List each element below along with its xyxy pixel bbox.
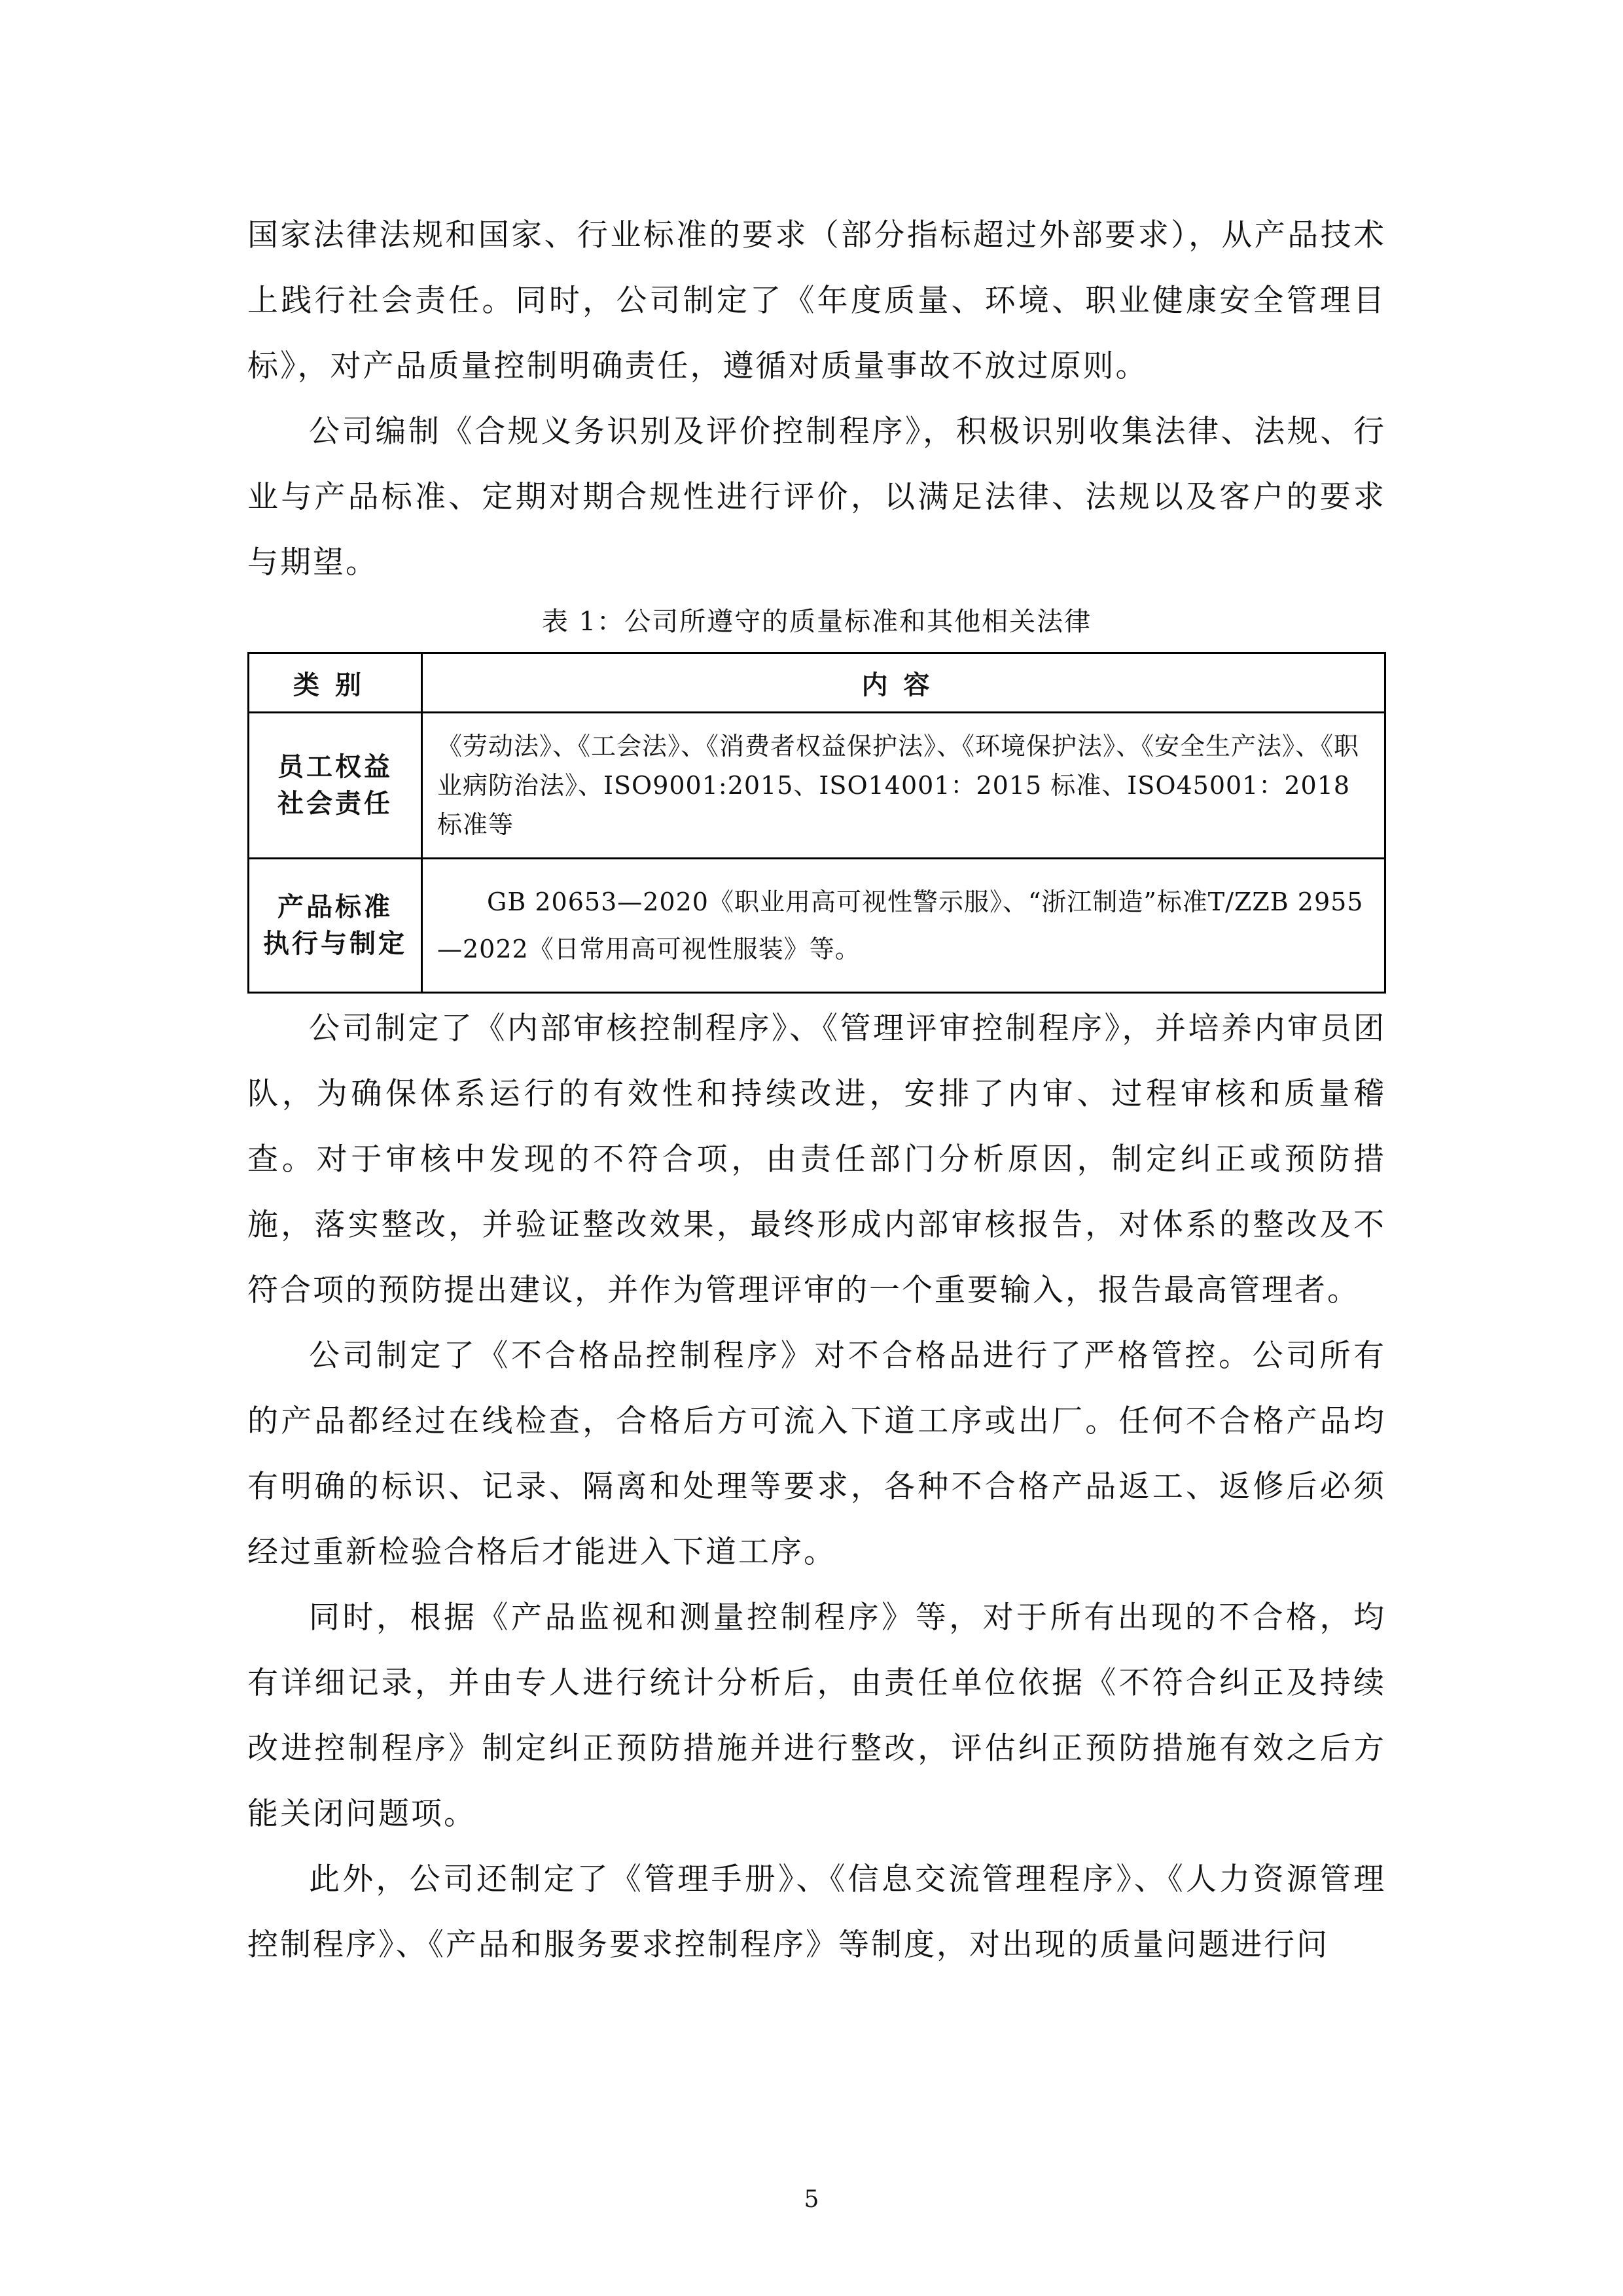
paragraph-nonconforming: 公司制定了《不合格品控制程序》对不合格品进行了严格管控。公司所有的产品都经过在线检查，合格后方可流入下道工序或出厂。任何不合格产品均有明确的标识、记录、隔离和处理等要求，各种不合格产品返工、返修后必须经过重新检验合格后才能进入下道工序。 (247, 1338, 1386, 1570)
header-category: 类别 (249, 653, 422, 713)
row-category (249, 713, 422, 859)
paragraph-continuation: 国家法律法规和国家、行业标准的要求（部分指标超过外部要求），从产品技术上践行社会责任。同时，公司制定了《年度质量、环境、职业健康安全管理目标》，对产品质量控制明确责任，遵循对质量事故不放过原则。 (247, 217, 1386, 384)
table-header-row (249, 653, 1385, 713)
row-category-line2: 社会责任 (277, 789, 393, 819)
page-number: 5 (804, 2186, 819, 2213)
row-content: 《劳动法》、《工会法》、《消费者权益保护法》、《环境保护法》、《安全生产法》、《职业病防治法》、ISO9001:2015、ISO14001：2015 标准、ISO45001：2018 标准等 (422, 713, 1385, 859)
row-category-line1: 产品标准 (277, 892, 393, 922)
header-content: 内容 (422, 653, 1385, 713)
row-content: GB 20653—2020《职业用高可视性警示服》、“浙江制造”标准T/ZZB 2955—2022《日常用高可视性服装》等。 (422, 859, 1385, 993)
paragraph-internal-audit: 公司制定了《内部审核控制程序》、《管理评审控制程序》，并培养内审员团队，为确保体系运行的有效性和持续改进，安排了内审、过程审核和质量稽查。对于审核中发现的不符合项，由责任部门分析原因，制定纠正或预防措施，落实整改，并验证整改效果，最终形成内部审核报告，对体系的整改及不符合项的预防提出建议，并作为管理评审的一个重要输入，报告最高管理者。 (247, 1011, 1386, 1308)
table-caption: 表 1：公司所遵守的质量标准和其他相关法律 (541, 607, 1092, 637)
standards-table (247, 652, 1386, 994)
row-category-line1: 员工权益 (277, 752, 393, 782)
paragraph-monitoring: 同时，根据《产品监视和测量控制程序》等，对于所有出现的不合格，均有详细记录，并由专人进行统计分析后，由责任单位依据《不符合纠正及持续改进控制程序》制定纠正预防措施并进行整改，评估纠正预防措施有效之后方能关闭问题项。 (247, 1600, 1386, 1832)
document-page (247, 203, 1386, 1978)
paragraph-compliance: 公司编制《合规义务识别及评价控制程序》，积极识别收集法律、法规、行业与产品标准、定期对期合规性进行评价，以满足法律、法规以及客户的要求与期望。 (247, 414, 1386, 581)
row-category (249, 859, 422, 993)
table-row (249, 713, 1385, 859)
row-category-line2: 执行与制定 (263, 929, 407, 959)
table-row (249, 859, 1385, 993)
paragraph-management-manual: 此外，公司还制定了《管理手册》、《信息交流管理程序》、《人力资源管理控制程序》、《产品和服务要求控制程序》等制度，对出现的质量问题进行问 (247, 1861, 1386, 1963)
